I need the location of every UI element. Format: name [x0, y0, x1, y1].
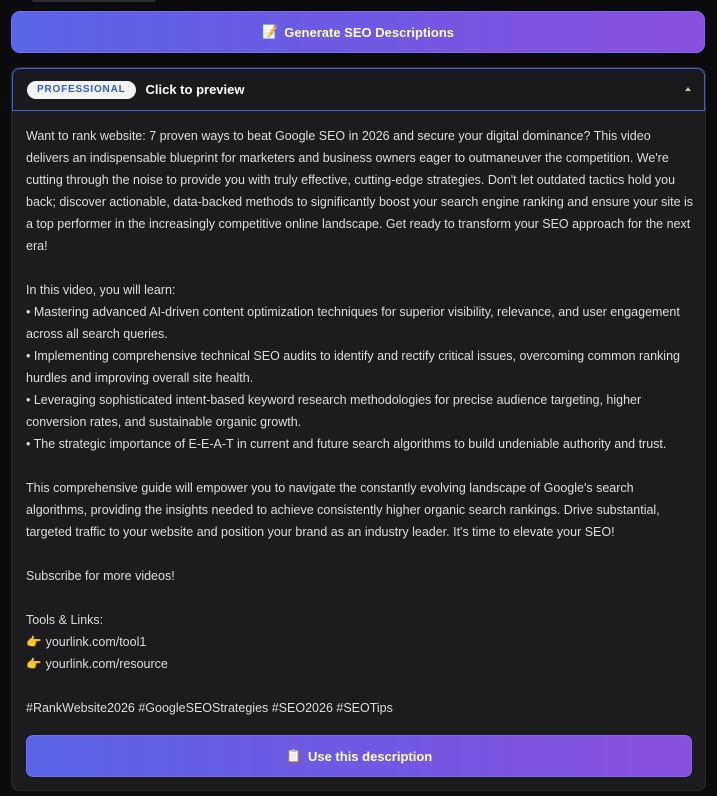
- use-button-label: Use this description: [307, 748, 433, 764]
- link-line: [26, 631, 696, 653]
- tools-heading: Tools & Links:: [26, 613, 104, 627]
- spacer: [26, 543, 696, 565]
- clipboard-icon: 📋: [285, 748, 302, 764]
- use-this-description-button[interactable]: [26, 735, 692, 777]
- spacer: [26, 675, 696, 697]
- description-panel: [11, 67, 706, 791]
- link-text: yourlink.com/resource: [45, 657, 168, 671]
- spacer: [26, 257, 696, 279]
- memo-icon: 📝: [262, 24, 279, 40]
- bullet-item: • The strategic importance of E-E-A-T in current and future search algorithms to build undeniable authority and trust.: [26, 437, 667, 451]
- link-line: [26, 653, 696, 675]
- link-text: yourlink.com/tool1: [45, 635, 147, 649]
- top-tab-edge: [32, 0, 156, 2]
- style-badge: PROFESSIONAL: [27, 81, 136, 99]
- hashtags: #RankWebsite2026 #GoogleSEOStrategies #SEO2026 #SEOTips: [26, 701, 393, 715]
- panel-title: Click to preview: [145, 82, 245, 97]
- bullet-item: • Leveraging sophisticated intent-based keyword research methodologies for precise audience targeting, higher conversion rates, and sustainable organic growth.: [26, 393, 642, 429]
- generate-seo-descriptions-button[interactable]: [11, 11, 705, 53]
- generate-button-label: Generate SEO Descriptions: [284, 24, 454, 40]
- description-intro: Want to rank website: 7 proven ways to beat Google SEO in 2026 and secure your digital dominance? This video delivers an indispensable blueprint for marketers and business owners eager to outmaneuver the competition. We're cutting through the noise to provide you with truly effective, cutting-edge strategies. Don't let outdated tactics hold you back; discover actionable, data-backed methods to significantly boost your search engine ranking and ensure your site is a top performer in the increasingly competitive online landscape. Get ready to transform your SEO approach for the next era!: [26, 129, 694, 253]
- learn-heading: In this video, you will learn:: [26, 283, 176, 297]
- caret-up-icon[interactable]: [685, 87, 691, 91]
- spacer: [26, 455, 696, 477]
- seo-description-text: [26, 125, 696, 719]
- description-closing: This comprehensive guide will empower you to navigate the constantly evolving landscape of Google's search algorithms, providing the insights needed to achieve consistently higher organic search rankings. Drive substantial, targeted traffic to your website and position your brand as an industry leader. It's time to elevate your SEO!: [26, 481, 660, 539]
- pointing-hand-icon: 👉: [26, 656, 42, 671]
- panel-header-toggle[interactable]: [12, 68, 705, 111]
- subscribe-line: Subscribe for more videos!: [26, 569, 175, 583]
- spacer: [26, 587, 696, 609]
- bullet-item: • Implementing comprehensive technical SEO audits to identify and rectify critical issues, overcoming common ranking hurdles and improving overall site health.: [26, 349, 680, 385]
- pointing-hand-icon: 👉: [26, 634, 42, 649]
- bullet-item: • Mastering advanced AI-driven content optimization techniques for superior visibility, relevance, and user engagement across all search queries.: [26, 305, 680, 341]
